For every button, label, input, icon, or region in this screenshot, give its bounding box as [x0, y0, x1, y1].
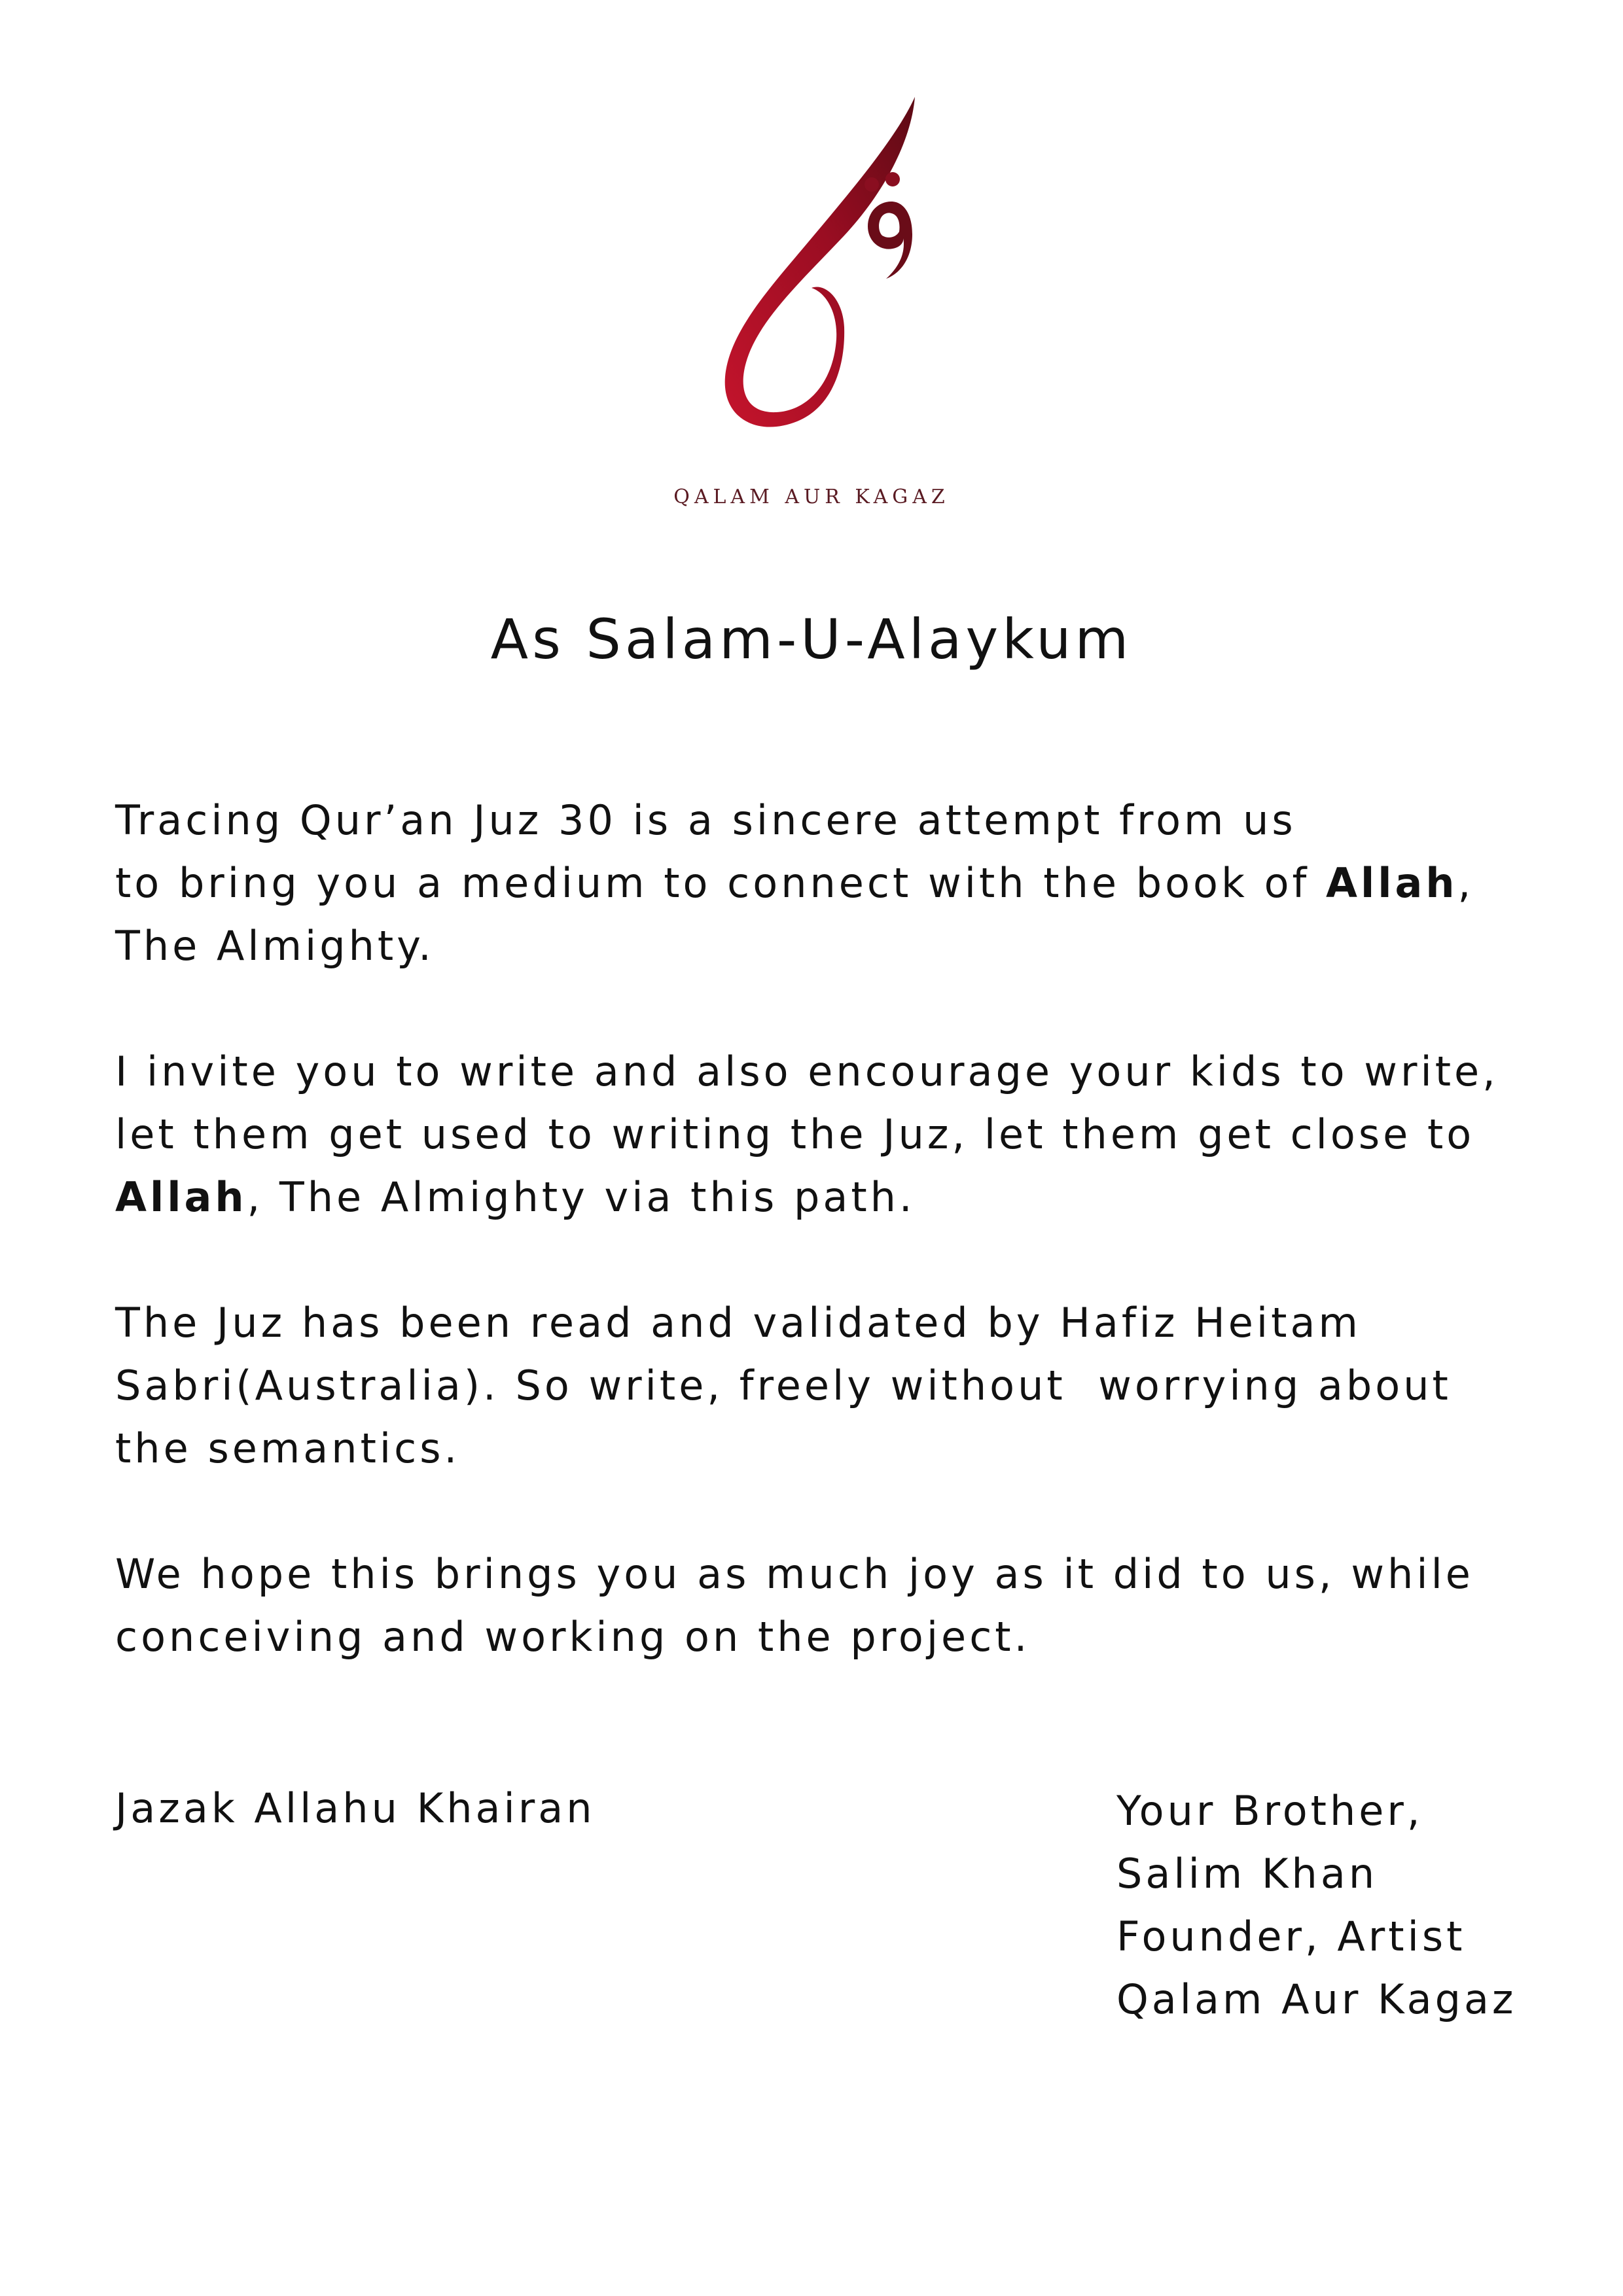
paragraph-line: conceiving and working on the project.	[115, 1613, 1031, 1661]
allah-emphasis: Allah	[1326, 859, 1458, 907]
signature-salutation: Your Brother,	[1116, 1787, 1423, 1835]
paragraph-line: to bring you a medium to connect with the book of Allah,	[115, 859, 1474, 907]
brand-name: QALAM AUR KAGAZ	[673, 486, 950, 508]
paragraph-line: The Juz has been read and validated by Hafiz Heitam	[115, 1299, 1361, 1347]
signature-block	[1116, 1780, 1516, 2031]
paragraph-line: The Almighty.	[115, 922, 435, 970]
paragraph-hope	[115, 1543, 1548, 1669]
paragraph-line: let them get used to writing the Juz, let them get close to	[115, 1110, 1475, 1158]
paragraph-line: Allah, The Almighty via this path.	[115, 1173, 916, 1221]
signature-organization: Qalam Aur Kagaz	[1116, 1975, 1517, 2023]
signature-title: Founder, Artist	[1116, 1913, 1466, 1960]
paragraph-invitation	[115, 1040, 1548, 1229]
closing-phrase: Jazak Allahu Khairan	[115, 1784, 596, 1832]
qalam-calligraphy-logo-icon	[681, 92, 942, 458]
allah-emphasis: Allah	[115, 1173, 247, 1221]
paragraph-line: I invite you to write and also encourage your kids to write,	[115, 1048, 1499, 1095]
paragraph-line: Tracing Qur’an Juz 30 is a sincere attempt from us	[115, 796, 1296, 844]
greeting-heading: As Salam-U-Alaykum	[490, 607, 1133, 671]
paragraph-validation	[115, 1292, 1548, 1480]
paragraph-line: Sabri(Australia). So write, freely without worrying about	[115, 1362, 1452, 1409]
paragraph-line: We hope this brings you as much joy as it did to us, while	[115, 1550, 1474, 1598]
paragraph-line: the semantics.	[115, 1424, 461, 1472]
paragraph-intro	[115, 789, 1548, 978]
signature-name: Salim Khan	[1116, 1850, 1378, 1898]
